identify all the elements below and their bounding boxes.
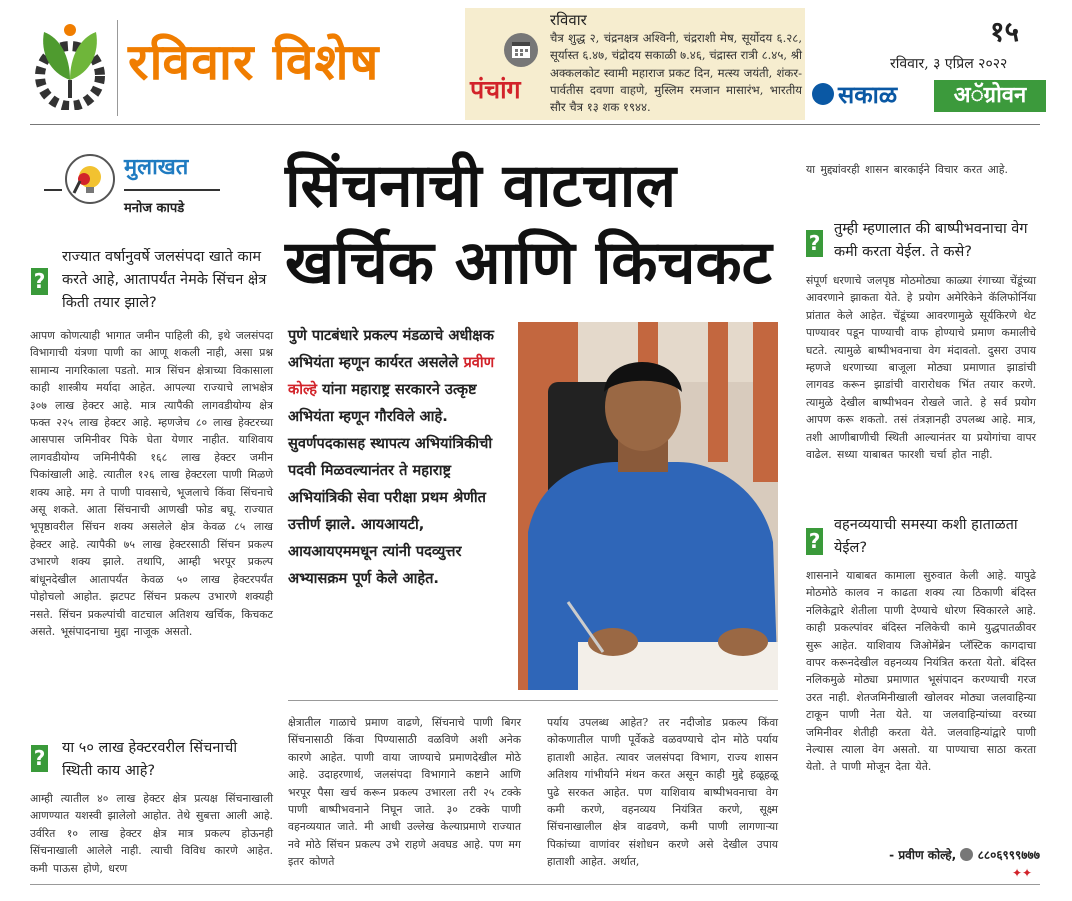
answer-2: आम्ही त्यातील ४० लाख हेक्टर क्षेत्र प्रत्यक्ष सिंचनाखाली आणण्यात यशस्वी झालेलो आहोत. तेथे सुबत्ता आली आहे. उर्वरित १० लाख हेक्टर क्षेत्र मात्र प्रकल्प होऊनही सिंचनाखाली आलेले नाही. त्याची विविध कारणे आहेत. कमी पाऊस होणे, धरण: [30, 792, 273, 875]
intro-before: पुणे पाटबंधारे प्रकल्प मंडळाचे अधीक्षक अभियंता म्हणून कार्यरत असलेले: [288, 327, 494, 371]
intro-after: यांना महाराष्ट्र सरकारने उत्कृष्ट अभियंता म्हणून गौरविले आहे. सुवर्णपदकासह स्थापत्य अभियांत्रिकीची पदवी मिळवल्यानंतर ते महाराष्ट्र अभियांत्रिकी सेवा परीक्षा प्रथम श्रेणीत उत्तीर्ण झाले. आयआयटी, आयआयएममधून त्यांनी पदव्युत्तर अभ्यासक्रम पूर्ण केले आहेत.: [288, 381, 493, 587]
question-1: राज्यात वर्षानुवर्षे जलसंपदा खाते काम करते आहे, आतापर्यंत नेमके सिंचन क्षेत्र किती तयार झाले?: [62, 249, 267, 311]
end-mark: ✦✦: [1012, 866, 1033, 880]
intro-paragraph: [288, 322, 510, 592]
column-author: मनोज कापडे: [124, 201, 185, 216]
headline: [285, 148, 785, 302]
question-3: तुम्ही म्हणालात की बाष्पीभवनाचा वेग कमी करता येईल. ते कसे?: [834, 221, 1028, 260]
brand-sub: अॅग्रोवन: [934, 80, 1046, 112]
question-4: वहनव्ययाची समस्या कशी हाताळता येईल?: [834, 517, 1018, 556]
body-column-3: पर्याय उपलब्ध आहेत? तर नदीजोड प्रकल्प किंवा कोकणातील पाणी पूर्वेकडे वळवण्याचे दोन मोठे पर्याय हाताशी आहेत. त्यावर जलसंपदा विभाग, राज्य शासन अतिशय गांभीर्याने मंथन करत असून काही मुद्दे हळूहळू पुढे सरकत आहेत. पण याशिवाय बाष्पीभवनाचा वेग कमी करणे, वहनव्यय नियंत्रित करणे, सूक्ष्म सिंचनाखालील क्षेत्र वाढवणे, कमी पाणी लागणाऱ्या पिकांच्या वाणांवर संशोधन करणे असे देखील उपाय हाताशी आहेत. अर्थात,: [547, 716, 778, 869]
page-number: १५: [990, 15, 1020, 48]
brand-logo: [812, 80, 1037, 112]
headline-line-1: सिंचनाची वाटचाल: [285, 151, 677, 221]
brand-name: सकाळ: [838, 81, 898, 109]
headline-line-2: खर्चिक आणि किचकट: [285, 228, 772, 298]
body-column-4-top: या मुद्द्यांवरही शासन बारकाईने विचार करत आहे.: [806, 163, 1008, 176]
panchang-label: पंचांग: [470, 75, 521, 104]
answer-1: आपण कोणत्याही भागात जमीन पाहिली की, इथे जलसंपदा विभागाची यंत्रणा पाणी का आणू शकली नाही, असा प्रश्न सामान्य नागरिकाला पडतो. मात्र सिंचन क्षेत्राच्या विकासाला काही शास्त्रीय मर्यादा आहेत. आपल्या राज्याचे लाभक्षेत्र ३०७ लाख हेक्टर आहे. मात्र त्यापैकी लागवडीयोग्य क्षेत्र फक्त २२५ लाख हेक्टर आहे. म्हणजेच ८० लाख हेक्टरच्या आसपास जमिनीवर पिके घेता येणार नाहीत. याशिवाय लागवडीयोग्य जमिनीपैकी १६८ लाख हेक्टर जमीन पिकांखाली आहे. त्यातील १२६ लाख हेक्टरला पाणी मिळणे शक्य आहे. मग ते पाणी पावसाचे, भूजलाचे किंवा सिंचनाचे असू शकते. आता सिंचनाची आणखी फोड बघू. राज्यात भूपृष्ठावरील सिंचन शक्य असलेले क्षेत्र केवळ ८५ लाख हेक्टर आहे. त्यापैकी ७५ लाख हेक्टरसाठी सिंचन प्रकल्प उभारणे शक्य झाले. तथापि, आम्ही भरपूर प्रकल्प बांधूनदेखील आतापर्यंत केवळ ५० लाख हेक्टरपर्यंत पोहोचलो आहोत. झटपट सिंचन प्रकल्प उभारणे शक्यही नसते. सिंचन प्रकल्पांची वाटचाल अतिशय खर्चिक, किचकट असते. भूसंपादनाचा मुद्दा नाजूक असतो.: [30, 329, 273, 638]
leaf-gear-logo-icon: [30, 18, 110, 110]
portrait-photo: [518, 322, 778, 690]
column-tag-label: मुलाखत: [124, 155, 189, 180]
section-title: रविवार विशेष: [128, 33, 380, 91]
brand-emblem-icon: [812, 83, 834, 105]
question-2: या ५० लाख हेक्टरवरील सिंचनाची स्थिती काय आहे?: [62, 740, 238, 779]
tag-rule: [124, 189, 220, 191]
question-mark-icon: ?: [31, 745, 48, 772]
header-rule: [30, 124, 1040, 125]
tag-dash: [44, 189, 62, 191]
whatsapp-icon: [960, 848, 973, 861]
question-mark-icon: ?: [806, 528, 823, 555]
calendar-icon: [503, 32, 539, 68]
answer-4: शासनाने याबाबत कामाला सुरुवात केली आहे. यापुढे मोठमोठे कालव न काढता शक्य त्या ठिकाणी बंदिस्त नलिकेद्वारे शेतीला पाणी देण्याचे धोरण स्विकारले आहे. काही प्रकल्पांवर बंदिस्त नलिकेची कामे युद्धपातळीवर सुरू आहेत. याशिवाय जिओमेंब्रेन प्लॅस्टिक कागदाचा वापर करूनदेखील वहनव्यय नियंत्रित करता येतो. बंदिस्त नलिकमुळे मोठ्या प्रमाणात भूसंपादन करण्याची गरज उरत नाही. शेतजमिनीखाली खोलवर मोठ्या जलवाहिन्या टाकून पाणी नेता येते. या जलवाहिन्यांच्या वरच्या जमिनीवर शेतीही करता येते. जलवाहिन्यांद्वारे पाणी नेल्यास त्याला वेग असतो. या पाण्याचा साठा करता येतो. ते पाणी मोजून देता येते.: [806, 569, 1036, 774]
column-rule: [288, 700, 778, 701]
signoff-name: - प्रवीण कोल्हे,: [889, 848, 957, 862]
signoff-phone: ८८०६९९९७७७: [977, 848, 1040, 862]
panchang-text: चैत्र शुद्ध २, चंद्रनक्षत्र अश्विनी, चंद्रराशी मेष, सूर्योदय ६.२८, सूर्यास्त ६.४७, चंद्रोदय सकाळी ७.४६, चंद्रास्त रात्री ८.४५, श्री अक्कलकोट स्वामी महाराज प्रकट दिन, मत्स्य जयंती, शंकर-पार्वतीस दवणा वाहणे, मुस्लिम रमजान मासारंभ, भारतीय सौर चैत्र १३ शक १९४४.: [550, 31, 802, 115]
issue-date: रविवार, ३ एप्रिल २०२२: [890, 56, 1008, 72]
header-divider: [117, 20, 118, 116]
question-mark-icon: ?: [31, 268, 48, 295]
panchang-day: रविवार: [550, 11, 587, 29]
footer-rule: [30, 884, 1040, 885]
intro-name: प्रवीण कोल्हे: [288, 354, 495, 398]
microphone-bulb-icon: [64, 153, 116, 205]
answer-3: संपूर्ण धरणाचे जलपृष्ठ मोठमोठ्या काळ्या रंगाच्या चेंडूंच्या आवरणाने झाकता येते. हे प्रयोग अमेरिकेने कॅलिफोर्निया प्रांतात केले आहेत. चेंडूंच्या आवरणामुळे सूर्यकिरणे थेट पाण्यावर पडून पाण्याची वाफ होण्याचे प्रमाण कमालीचे घटते. त्यामुळे बाष्पीभवनाचा वेग मंदावतो. दुसरा उपाय म्हणजे धरणाच्या बाजूला मोठ्या प्रमाणात झाडांची लागवड करून झाडांची वारारोधक भिंत तयार करणे. त्यामुळे देखील बाष्पीभवन रोखले जाते. हे सर्व प्रयोग आपण करू शकतो. तसं तंत्रज्ञानही उपलब्ध आहे. मात्र, तशी आणीबाणीची स्थिती आल्यानंतर या प्रयोगांचा वापर वाढेल. सध्या याबाबत फारशी चर्चा होत नाही.: [806, 274, 1036, 462]
question-mark-icon: ?: [806, 230, 823, 257]
signoff: [820, 846, 1040, 863]
body-column-2: क्षेत्रातील गाळाचे प्रमाण वाढणे, सिंचनाचे पाणी बिगर सिंचनासाठी किंवा पिण्यासाठी वळविणे अशी अनेक कारणे आहेत. पाणी वाया जाण्याचे प्रमाणदेखील मोठे आहे. उदाहरणार्थ, जलसंपदा विभागाने कष्टाने आणि भरपूर पैसा खर्च करून प्रकल्प उभारला तरी २५ टक्के पाणी बाष्पीभवनाने निघून जाते. ३० टक्के पाणी वहनव्ययात जाते. मी आधी उल्लेख केल्याप्रमाणे राज्यात नवे मोठे सिंचन प्रकल्प उभे राहणे अवघड आहे. पण मग इतर कोणते: [288, 716, 521, 869]
